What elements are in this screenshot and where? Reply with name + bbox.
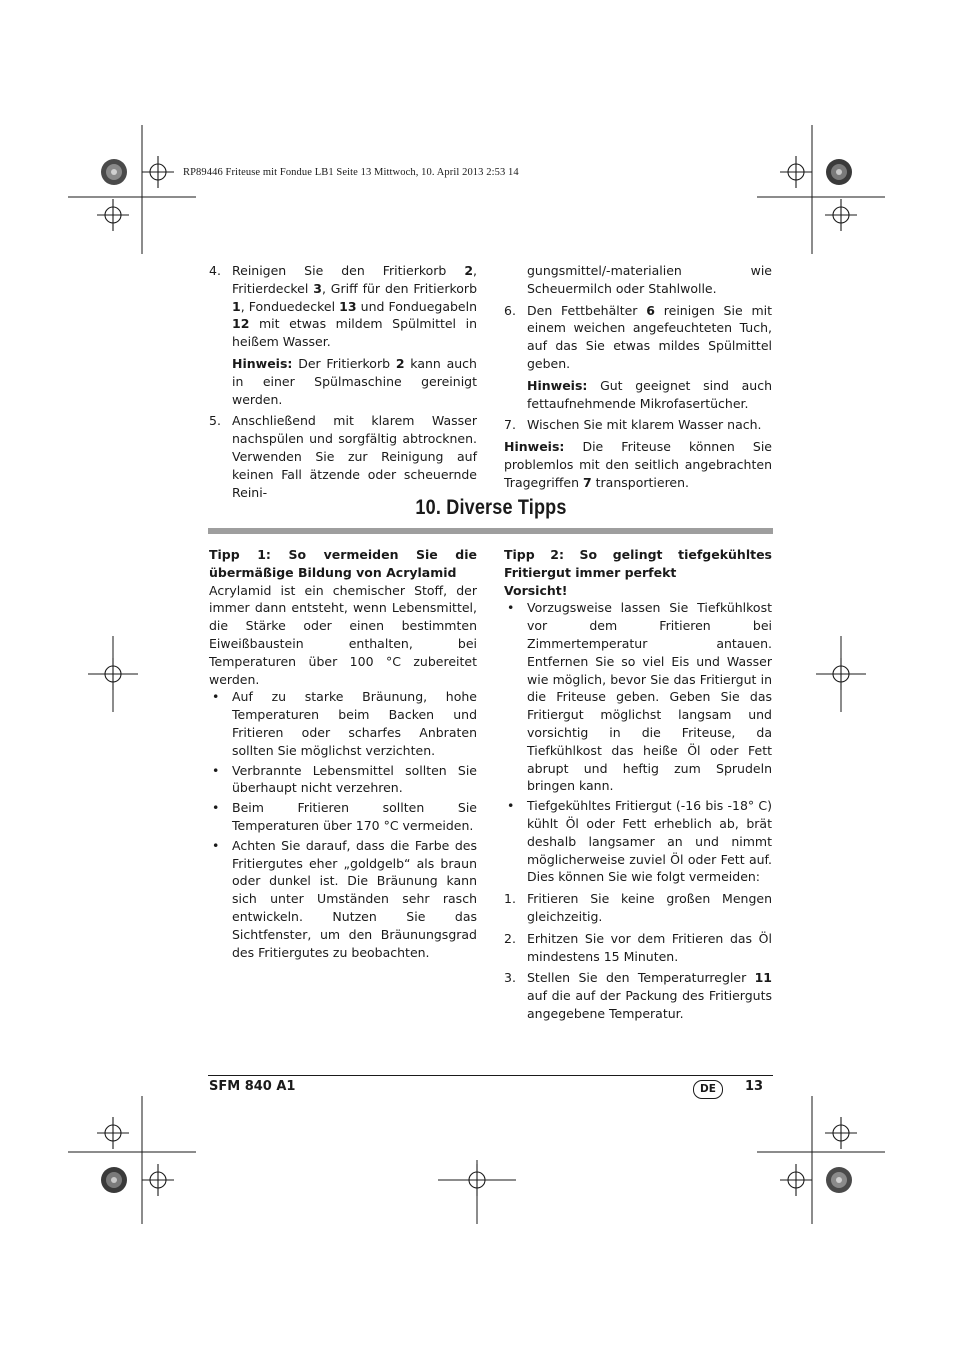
tip1-column [209,546,477,961]
bullet-icon: • [212,762,220,778]
list-item-6 [504,302,772,373]
list-text: Anschließend mit klarem Wasser nachspülen und sorgfältig abtrocknen. Verwenden Sie zur Reinigung auf keinen Fall ätzende oder scheuernde Reini- [232,413,477,500]
step-3 [504,969,772,1022]
list-number: 5. [209,413,221,429]
step-2 [504,930,772,966]
hinweis-label: Hinweis: [504,439,565,455]
bullet-icon: • [212,837,220,853]
list-number: 4. [209,263,221,278]
note-text: Der Fritierkorb 2 kann auch in einer Spülmaschine gereinigt werden. [232,355,477,407]
hinweis-text: Die Friteuse können Sie problemlos mit den seitlich angebrachten Tragegriffen 7 transportieren. [504,439,772,490]
step-text: Erhitzen Sie vor dem Fritieren das Öl mindestens 15 Minuten. [527,930,772,964]
tip1-intro: Acrylamid ist ein chemischer Stoff, der immer dann entsteht, wenn Lebensmittel, die Stärke oder einen bestimmten Eiweißbaustein enthalten, bei Temperaturen über 100 °C zubereitet werden. [209,582,477,687]
list-item: • Auf zu starke Bräunung, hohe Temperaturen beim Backen und Fritieren oder scharfes Anbraten sollten Sie möglichst verzichten. [212,689,477,758]
list-item-4 [209,262,477,351]
hinweis-paragraph [504,438,772,491]
note-text: Gut geeignet sind auch fettaufnehmende Mikrofasertücher. [527,377,772,411]
bullet-icon: • [507,600,515,616]
list-text: Den Fettbehälter 6 reinigen Sie mit einem weichen angefeuchteten Tuch, auf das Sie etwas mildes Spülmittel geben. [527,302,772,371]
continued-text: gungsmittel/-materialien wie Scheuermilch oder Stahlwolle. [527,263,772,296]
list-number: 3. [504,970,516,986]
list-item-5 [209,412,477,501]
note-label: Hinweis: [527,377,588,393]
list-number: 6. [504,302,516,318]
list-number: 7. [504,417,516,433]
step-text: Stellen Sie den Temperaturregler 11 auf die auf der Packung des Fritierguts angegebene Temperatur. [527,970,772,1021]
section-title: 10. Diverse Tipps [415,496,567,519]
title-rule [208,528,773,534]
tip2-heading: Tipp 2: So gelingt tiefgekühltes Fritiergut immer perfekt [504,547,772,580]
step-1 [504,890,772,926]
list-item-7 [504,416,772,434]
caution-label: Vorsicht! [504,582,568,598]
bullet-icon: • [212,800,220,816]
tip2-column [504,546,772,1023]
list-item: • Vorzugsweise lassen Sie Tiefkühlkost vor dem Fritieren bei Zimmertemperatur antauen. Entfernen Sie so viel Eis und Wasser wie möglich, bevor Sie das Fritiergut in die Friteuse geben. Geben Sie das Fritiergut möglichst langsam und vorsichtig in die Friteuse, da Tiefkühlkost das heiße Öl oder Fett abrupt und heftig zum Sprudeln bringen kann. [507,600,772,794]
footer-model: SFM 840 A1 [209,1079,296,1094]
page-number: 13 [745,1079,764,1094]
list-item: • Beim Fritieren sollten Sie Temperaturen über 170 °C vermeiden. [212,800,477,833]
step-text: Fritieren Sie keine großen Mengen gleichzeitig. [527,891,772,924]
language-badge: DE [693,1080,723,1099]
list-item: • Verbrannte Lebensmittel sollten Sie überhaupt nicht verzehren. [212,762,477,796]
note [504,377,772,413]
note [209,355,477,408]
list-number: 1. [504,891,516,907]
list-item: • Tiefgekühltes Fritiergut (-16 bis -18° C) kühlt Öl oder Fett erheblich ab, brät deshalb langsamer an und nimmt möglicherweise zuviel Öl oder Fett auf. Dies können Sie wie folgt vermeiden: [507,798,772,885]
list-number: 2. [504,930,516,946]
list-text: Wischen Sie mit klarem Wasser nach. [527,417,762,433]
bullet-icon: • [507,798,515,814]
note-label: Hinweis: [232,355,293,371]
bullet-icon: • [212,689,220,705]
footer-rule [208,1075,773,1076]
print-slug: RP89446 Friteuse mit Fondue LB1 Seite 13 Mittwoch, 10. April 2013 2:53 14 [183,167,519,178]
upper-right-column [504,262,772,492]
upper-left-column [209,262,477,501]
list-text: Reinigen Sie den Fritierkorb 2, Fritierdeckel 3, Griff für den Fritierkorb 1, Fonduedeckel 13 und Fonduegabeln 12 mit etwas mildem Spülmittel in heißem Wasser. [232,263,477,350]
list-item: • Achten Sie darauf, dass die Farbe des Fritiergutes eher „goldgelb“ als braun oder dunkel ist. Die Bräunung kann sich unter Umständen sehr rasch entwickeln. Nutzen Sie das Sichtfenster, um den Bräunungsgrad des Fritiergutes zu beobachten. [212,837,477,960]
tip1-heading: Tipp 1: So vermeiden Sie die übermäßige Bildung von Acrylamid [209,547,477,580]
